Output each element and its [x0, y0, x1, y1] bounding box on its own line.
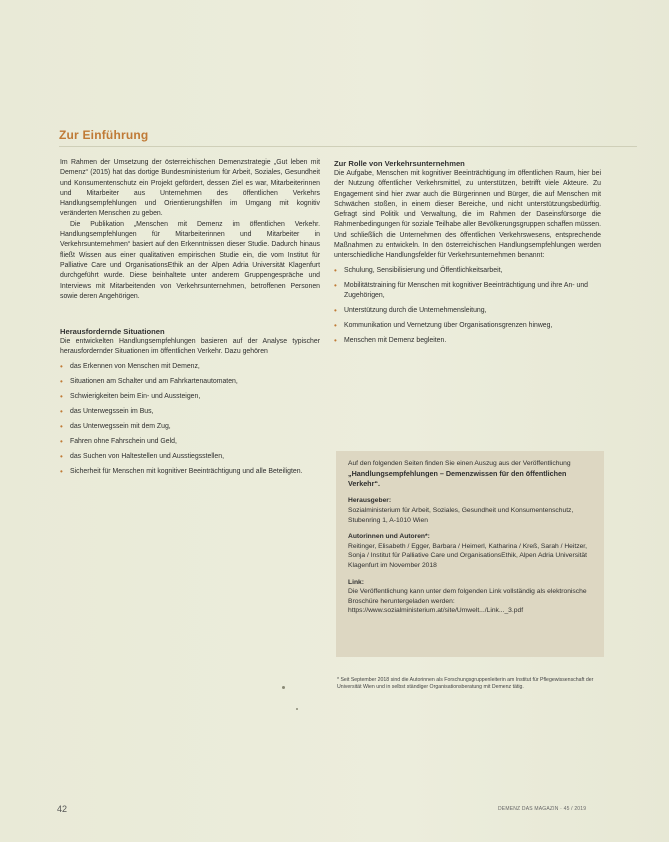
- list-item: • Schwierigkeiten beim Ein- und Aussteigen,: [60, 392, 320, 402]
- list-item: • Sicherheit für Menschen mit kognitiver Beeinträchtigung und alle Beteiligten.: [60, 467, 320, 477]
- section-title: Zur Einführung: [59, 128, 149, 142]
- list-item: • Menschen mit Demenz begleiten.: [334, 336, 601, 346]
- link-label: Link:: [348, 578, 364, 586]
- list-item: • Schulung, Sensibilisierung und Öffentlichkeitsarbeit,: [334, 266, 601, 276]
- box-intro: Auf den folgenden Seiten finden Sie einen Auszug aus der Veröffentlichung: [348, 460, 571, 467]
- list-item: • Kommunikation und Vernetzung über Organisationsgrenzen hinweg,: [334, 321, 601, 331]
- intro-paragraph-2: Die Publikation „Menschen mit Demenz im öffentlichen Verkehr. Handlungsempfehlungen für Mitarbeiterinnen und Mitarbeiter in Verkehrsunternehmen“ basiert auf den Erkenntnissen dieser Studie. Dadurch hinaus fließt Wissen aus einer qualitativen empirischen Studie ein, die vom Institut für Palliative Care und OrganisationsEthik an der Alpen Adria Universität Klagenfurt durchgeführt wurde. Diese beinhaltete unter anderem Gruppengespräche und Interviews mit Mitarbeitenden von Verkehrsunternehmen, betroffenen Personen sowie deren Angehörigen.: [60, 220, 320, 300]
- situations-intro: Die entwickelten Handlungsempfehlungen basieren auf der Analyse typischer herausfordernder Situationen im öffentlichen Verkehr. Dazu gehören: [60, 338, 320, 356]
- list-item: • das Unterwegssein mit dem Zug,: [60, 422, 320, 432]
- subheading-situations: Herausfordernde Situationen: [60, 327, 165, 337]
- intro-paragraph-1: Im Rahmen der Umsetzung der österreichischen Demenzstrategie „Gut leben mit Demenz“ (2015) hat das dortige Bundesministerium für Arbeit, Soziales, Gesundheit und Konsumentenschutz ein Projekt gefördert, dessen Ziel es war, Mitarbeiterinnen und Mitarbeiter aus Unternehmen des öffentlichen Verkehrs Handlungsempfehlungen und Orientierungshilfen im Umgang mit kognitiv veränderten Menschen zu geben.: [60, 159, 320, 218]
- footnote: * Seit September 2018 sind die Autorinnen als Forschungsgruppenleiterin am Institut für Pflegewissenschaft der Universität Wien und in selbst ständiger Organisationsberatung mit Demenz tätig.: [337, 677, 594, 690]
- link-text[interactable]: Die Veröffentlichung kann unter dem folgenden Link vollständig als elektronische Broschüre heruntergeladen werden: https://www.sozialministerium.at/site/Umwelt.../Link..._3.pdf: [348, 588, 587, 615]
- scan-speck: [296, 708, 298, 710]
- divider: [59, 146, 637, 147]
- role-paragraph: Die Aufgabe, Menschen mit kognitiver Beeinträchtigung im öffentlichen Raum, hier bei der Nutzung öffentlicher Verkehrsmittel, zu unterstützen, betrifft viele Akteure. Zu Engagement sind hier zwar auch die Bürgerinnen und Bürger, die auf Menschen mit Schwächen stoßen, in einem dieser Bereiche, und nicht unterstützungsbedürftig. Gefragt sind Politik und Verwaltung, die im Rahmen der Daseinsfürsorge die Rahmenbedingungen für soziale Teilhabe aller Bevölkerungsgruppen schaffen müssen. Und schließlich die Unternehmen des öffentlichen Verkehrswesens, entsprechende Maßnahmen zu entwickeln. In den österreichischen Handlungsempfehlungen werden unterschiedliche Handlungsfelder für Verkehrsunternehmen benannt:: [334, 170, 601, 260]
- subheading-role: Zur Rolle von Verkehrsunternehmen: [334, 159, 465, 168]
- list-item: • Situationen am Schalter und am Fahrkartenautomaten,: [60, 377, 320, 387]
- action-fields-list: [334, 266, 601, 346]
- situations-list: [60, 362, 320, 477]
- list-item: • Mobilitätstraining für Menschen mit kognitiver Beeinträchtigung und ihre An- und Zugehörigen,: [334, 281, 601, 301]
- authors-text: Reitinger, Elisabeth / Egger, Barbara / Heimerl, Katharina / Kreß, Sarah / Heitzer, Sonja / Institut für Palliative Care und OrganisationsEthik, Alpen Adria Universität Klagenfurt im November 2018: [348, 542, 588, 569]
- page-number: 42: [57, 804, 68, 814]
- left-column: [60, 158, 320, 482]
- list-item: • Fahren ohne Fahrschein und Geld,: [60, 437, 320, 447]
- running-footer: DEMENZ DAS MAGAZIN · 45 / 2019: [498, 806, 587, 812]
- scan-speck: [282, 686, 285, 689]
- list-item: • das Erkennen von Menschen mit Demenz,: [60, 362, 320, 372]
- publisher-label: Herausgeber:: [348, 497, 392, 505]
- box-title: „Handlungsempfehlungen – Demenzwissen für den öffentlichen Verkehr“.: [348, 468, 567, 488]
- authors-label: Autorinnen und Autoren*:: [348, 533, 430, 541]
- list-item: • Unterstützung durch die Unternehmensleitung,: [334, 306, 601, 316]
- info-box: [336, 451, 604, 657]
- list-item: • das Suchen von Haltestellen und Ausstiegsstellen,: [60, 452, 320, 462]
- right-column: [334, 158, 601, 351]
- list-item: • das Unterwegssein im Bus,: [60, 407, 320, 417]
- publisher-text: Sozialministerium für Arbeit, Soziales, Gesundheit und Konsumentenschutz, Stubenring 1, A-1010 Wien: [348, 507, 574, 524]
